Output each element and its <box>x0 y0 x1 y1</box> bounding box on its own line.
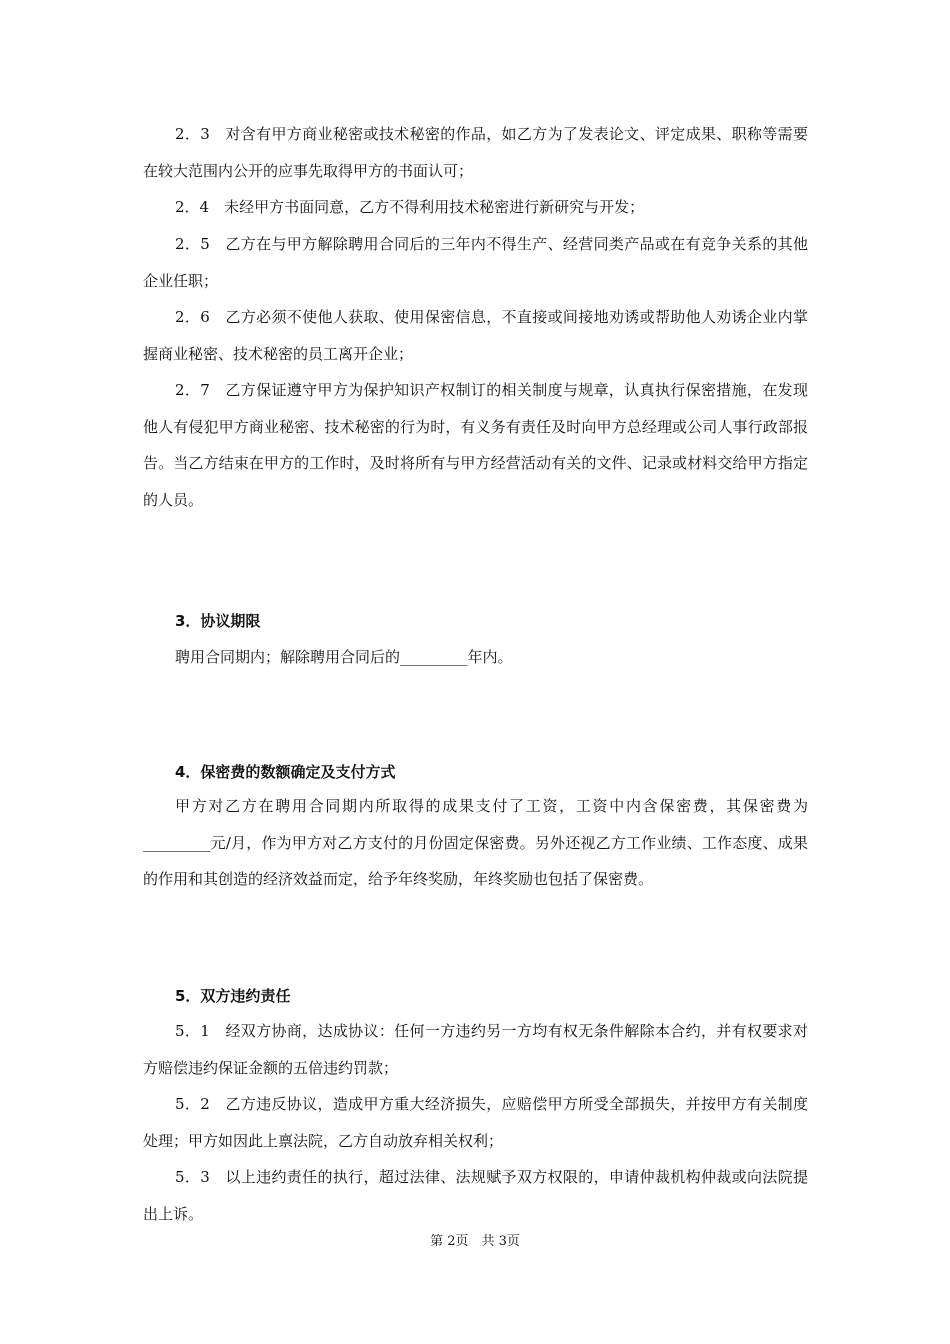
clause-5-1: 5．1 经双方协商，达成协议：任何一方违约另一方均有权无条件解除本合约，并有权要求对方赔偿违约保证金额的五倍违约罚款； <box>143 1022 808 1077</box>
page-number-footer: 第 2页 共 3页 <box>430 1234 520 1249</box>
clause-2-7: 2．7 乙方保证遵守甲方为保护知识产权制订的相关制度与规章，认真执行保密措施，在发现他人有侵犯甲方商业秘密、技术秘密的行为时，有义务有责任及时向甲方总经理或公司人事行政部报告。当乙方结束在甲方的工作时，及时将所有与甲方经营活动有关的文件、记录或材料交给甲方指定的人员。 <box>143 381 808 509</box>
section-4-paragraph: 甲方对乙方在聘用合同期内所取得的成果支付了工资，工资中内含保密费，其保密费为_________元/月，作为甲方对乙方支付的月份固定保密费。另外还视乙方工作业绩、工作态度、成果的作用和其创造的经济效益而定，给予年终奖励，年终奖励也包括了保密费。 <box>143 797 808 888</box>
clause-5-3: 5．3 以上违约责任的执行，超过法律、法规赋予双方权限的，申请仲裁机构仲裁或向法院提出上诉。 <box>143 1168 808 1223</box>
clause-2-4: 2．4 未经甲方书面同意，乙方不得利用技术秘密进行新研究与开发； <box>175 198 645 216</box>
clause-2-6: 2．6 乙方必须不使他人获取、使用保密信息，不直接或间接地劝诱或帮助他人劝诱企业内掌握商业秘密、技术秘密的员工离开企业； <box>143 308 808 363</box>
section-3-heading: 3．协议期限 <box>175 612 261 630</box>
clause-2-5: 2．5 乙方在与甲方解除聘用合同后的三年内不得生产、经营同类产品或在有竞争关系的其他企业任职； <box>143 235 808 290</box>
section-4-heading: 4．保密费的数额确定及支付方式 <box>175 763 396 781</box>
section-3-paragraph: 聘用合同期内；解除聘用合同后的_________年内。 <box>175 648 513 666</box>
section-5-heading: 5．双方违约责任 <box>175 987 291 1005</box>
clause-2-3: 2．3 对含有甲方商业秘密或技术秘密的作品，如乙方为了发表论文、评定成果、职称等需要在较大范围内公开的应事先取得甲方的书面认可； <box>143 125 808 180</box>
clause-5-2: 5．2 乙方违反协议，造成甲方重大经济损失，应赔偿甲方所受全部损失，并按甲方有关制度处理；甲方如因此上禀法院，乙方自动放弃相关权利； <box>143 1095 808 1150</box>
